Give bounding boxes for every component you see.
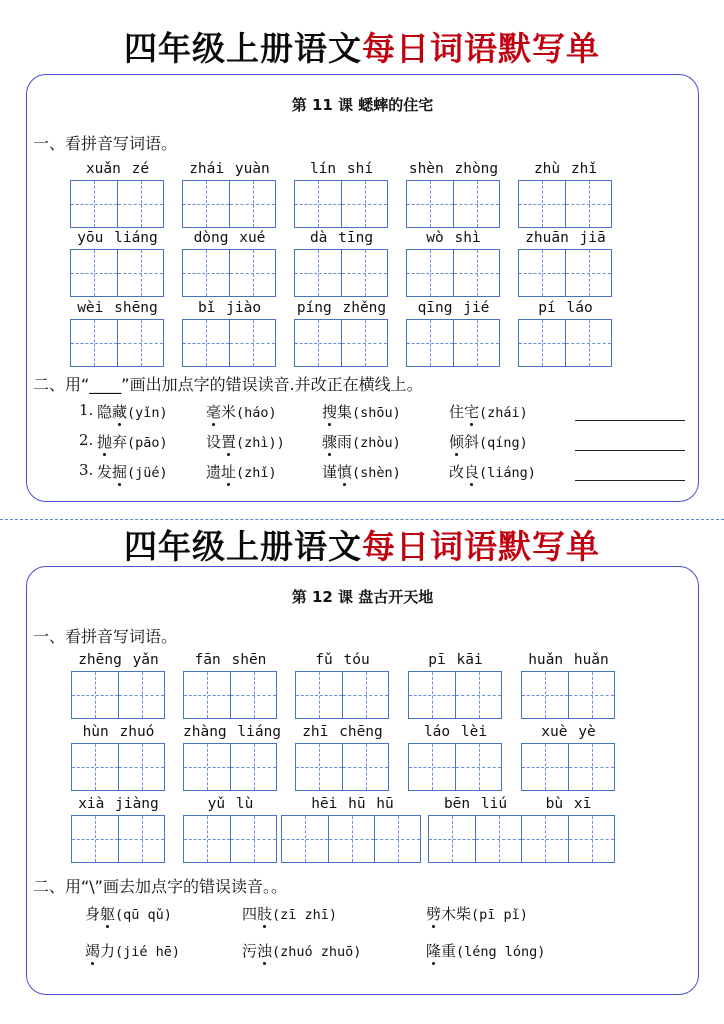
pinyin-prompt: hēi hū hū [311,796,394,812]
word-item: 隐藏(yǐn) [97,403,168,421]
dotted-char: 藏 [112,403,128,421]
tianzige-boxes[interactable] [518,249,612,297]
pinyin-prompt: qīng jié [417,300,490,316]
word-item: 搜集(shōu) [322,403,401,421]
pinyin-prompt: fān shēn [194,652,267,668]
tianzige-boxes[interactable] [406,249,500,297]
dotted-char: 倾 [449,433,465,451]
pinyin-grid-row [27,795,698,865]
section-heading-strike: 二、用“\”画去加点字的错误读音。。 [33,877,287,896]
pinyin-grid-row [27,651,698,721]
tianzige-boxes[interactable] [521,815,615,863]
pinyin-prompt: zhái yuàn [189,161,270,177]
worksheet-panel-lesson-11 [26,74,699,502]
word-item: 骤雨(zhòu) [322,433,401,451]
page-title-subject: 每日词语默写单 [362,527,600,566]
pinyin-prompt: lín shí [309,161,374,177]
tianzige-boxes[interactable] [406,180,500,228]
pinyin-prompt: shèn zhòng [408,161,499,177]
pinyin-prompt: huǎn huǎn [528,652,609,668]
dotted-char: 抛 [97,433,113,451]
pinyin-prompt: zhēng yǎn [78,652,159,668]
row-number: 2. [79,431,94,449]
pinyin-grid-row [27,229,698,299]
word-item: 设置(zhì)) [206,433,285,451]
tianzige-boxes[interactable] [183,671,277,719]
word-item: 劈木柴(pī pǐ) [426,905,528,923]
pinyin-prompt: zhuān jiā [525,230,606,246]
lesson-title: 第 11 课 蟋蟀的住宅 [291,96,434,114]
pinyin-prompt: láo lèi [423,724,488,740]
section-heading-pinyin: 一、看拼音写词语。 [33,627,178,646]
page-title-grade: 四年级上册语文 [124,29,362,68]
pinyin-prompt: píng zhěng [296,300,387,316]
tianzige-boxes[interactable] [408,743,502,791]
cut-line-divider [0,519,724,520]
pinyin-prompt: hùn zhuó [82,724,155,740]
tianzige-boxes[interactable] [182,319,276,367]
tianzige-boxes[interactable] [408,671,502,719]
section-heading-correction: 二、用“____”画出加点字的错误读音.并改正在横线上。 [33,375,423,394]
word-item: 谨慎(shèn) [322,463,401,481]
pinyin-prompt: dà tīng [309,230,374,246]
pinyin-prompt: bù xī [545,796,592,812]
pinyin-prompt: xuè yè [541,724,596,740]
page-title-grade: 四年级上册语文 [124,527,362,566]
pinyin-grid-row [27,299,698,369]
pinyin-prompt: dòng xué [193,230,266,246]
tianzige-boxes[interactable] [71,815,165,863]
tianzige-boxes[interactable] [71,743,165,791]
tianzige-boxes[interactable] [70,180,164,228]
tianzige-boxes[interactable] [294,180,388,228]
tianzige-boxes[interactable] [518,180,612,228]
dotted-char: 躯 [100,905,116,923]
dotted-char: 址 [221,463,237,481]
tianzige-boxes[interactable] [295,671,389,719]
word-item: 身躯(qū qǔ) [85,905,172,923]
dotted-char: 掘 [112,463,128,481]
tianzige-boxes[interactable] [183,743,277,791]
dotted-char: 毫 [206,403,222,421]
dotted-char: 隆 [426,942,442,960]
pinyin-prompt: zhàng liáng [183,724,282,740]
tianzige-boxes[interactable] [406,319,500,367]
pinyin-prompt: pí láo [538,300,593,316]
tianzige-boxes[interactable] [295,743,389,791]
word-item: 改良(liáng) [449,463,536,481]
tianzige-boxes[interactable] [182,180,276,228]
page-title-subject: 每日词语默写单 [362,29,600,68]
pinyin-prompt: zhù zhǐ [533,161,598,177]
word-item: 倾斜(qíng) [449,433,528,451]
word-item: 四肢(zī zhī) [242,905,338,923]
row-number: 3. [79,461,94,479]
section-heading-pinyin: 一、看拼音写词语。 [33,134,178,153]
pinyin-prompt: xuǎn zé [85,161,150,177]
dotted-char: 肢 [257,905,273,923]
lesson-title: 第 12 课 盘古开天地 [291,588,434,606]
tianzige-boxes[interactable] [521,671,615,719]
tianzige-boxes[interactable] [428,815,522,863]
tianzige-boxes[interactable] [71,671,165,719]
word-item: 隆重(léng lóng) [426,942,546,960]
answer-line[interactable] [575,420,685,421]
tianzige-boxes[interactable] [521,743,615,791]
dotted-char: 劈 [426,905,442,923]
pinyin-prompt: yōu liáng [77,230,158,246]
dotted-char: 搜 [322,403,338,421]
dotted-char: 置 [221,433,237,451]
dotted-char: 骤 [322,433,338,451]
tianzige-boxes[interactable] [518,319,612,367]
row-number: 1. [79,401,94,419]
answer-line[interactable] [575,480,685,481]
tianzige-boxes[interactable] [70,319,164,367]
tianzige-boxes[interactable] [183,815,277,863]
dotted-char: 竭 [85,942,101,960]
tianzige-boxes[interactable] [70,249,164,297]
pinyin-prompt: bǐ jiào [197,300,262,316]
page-title [0,527,724,567]
answer-line[interactable] [575,450,685,451]
word-item: 抛弃(pāo) [97,433,168,451]
dotted-char: 浊 [257,942,273,960]
word-item: 住宅(zhái) [449,403,528,421]
pinyin-prompt: wò shì [426,230,481,246]
dotted-char: 良 [464,463,480,481]
pinyin-grid-row [27,723,698,793]
word-item: 毫米(háo) [206,403,277,421]
tianzige-boxes[interactable] [281,815,421,863]
word-item: 竭力(jié hē) [85,942,181,960]
dotted-char: 宅 [464,403,480,421]
tianzige-boxes[interactable] [182,249,276,297]
page-title [0,29,724,69]
tianzige-boxes[interactable] [294,249,388,297]
tianzige-boxes[interactable] [294,319,388,367]
pinyin-prompt: yǔ lù [207,796,254,812]
pinyin-prompt: wèi shēng [77,300,158,316]
pinyin-prompt: xià jiàng [78,796,159,812]
pinyin-grid-row [27,160,698,230]
pinyin-prompt: zhī chēng [302,724,383,740]
pinyin-prompt: pī kāi [428,652,483,668]
word-item: 发掘(jüé) [97,463,168,481]
pinyin-prompt: fǔ tóu [315,652,370,668]
worksheet-panel-lesson-12 [26,566,699,995]
pinyin-prompt: bēn liú [443,796,508,812]
word-item: 遗址(zhǐ) [206,463,277,481]
word-item: 污浊(zhuó zhuō) [242,942,362,960]
dotted-char: 慎 [337,463,353,481]
